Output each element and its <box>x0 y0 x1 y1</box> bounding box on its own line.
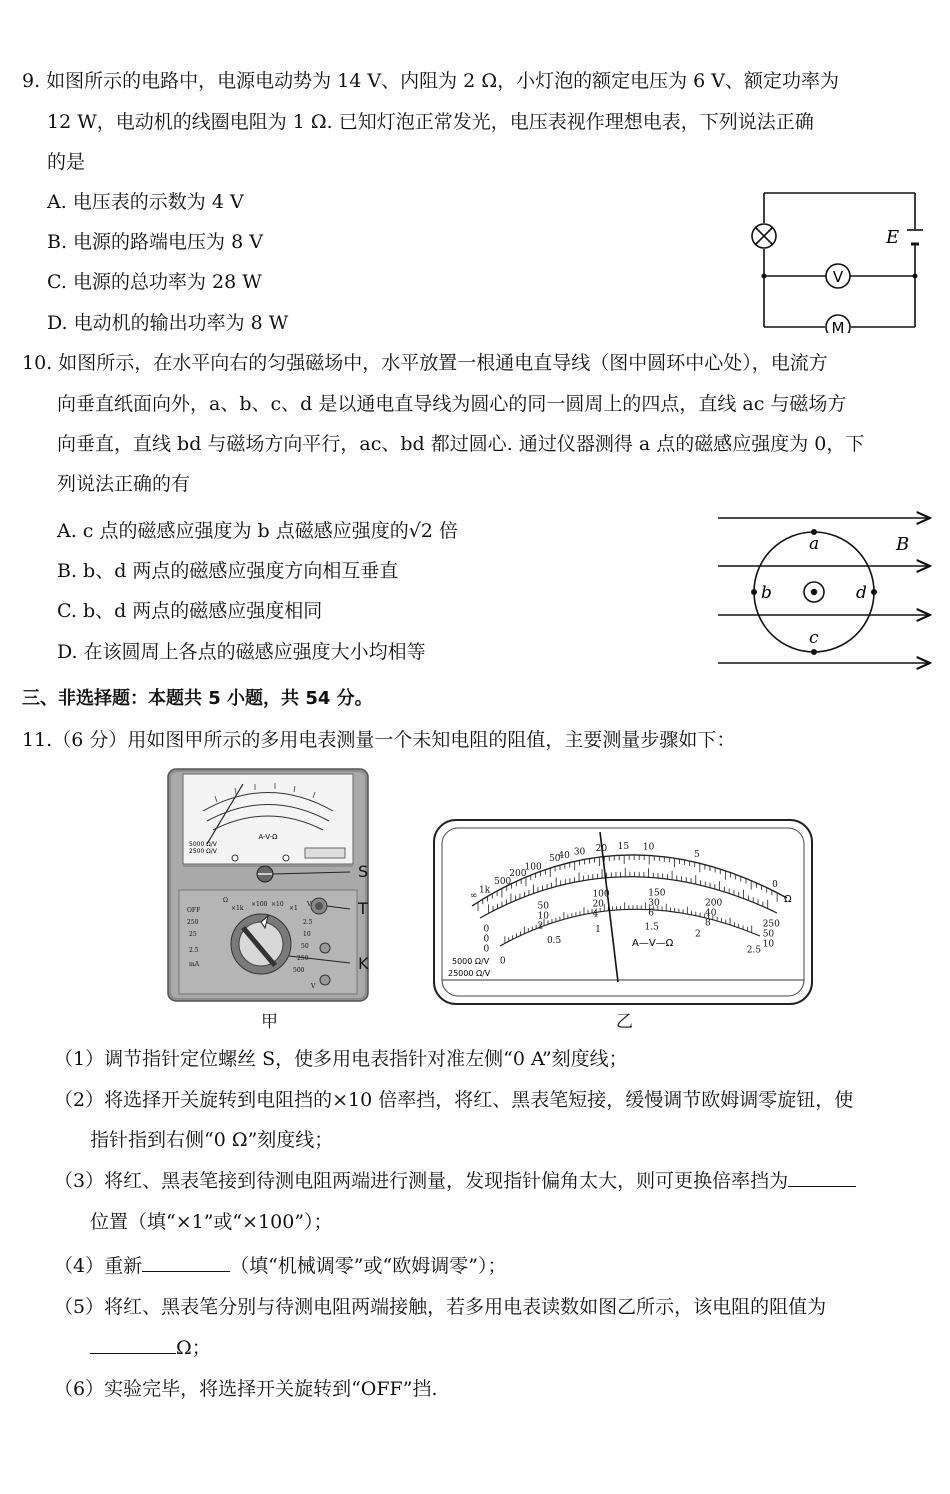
source-label: E <box>886 227 900 248</box>
dc10-tick-label: 8 <box>705 918 711 929</box>
dc50-tick-label: 10 <box>537 911 549 922</box>
dc10-tick-label: 10 <box>762 939 775 950</box>
q10-option-c: C. b、d 两点的磁感应强度相同 <box>57 600 323 622</box>
dc250-tick-label: 100 <box>592 889 610 900</box>
step-6: （6）实验完毕，将选择开关旋转到“OFF”挡. <box>54 1378 438 1400</box>
step-4 <box>54 1253 506 1279</box>
dc50-tick-label: 0 <box>483 934 490 945</box>
ohm-tick-label: 100 <box>524 862 542 873</box>
caption-jia: 甲 <box>261 1012 278 1032</box>
dial-mark: ×100 <box>251 901 268 908</box>
voltmeter-label: V <box>832 268 844 286</box>
ohm-tick-label: 40 <box>558 851 570 862</box>
ohm-tick-label: 20 <box>595 843 608 854</box>
q10-stem-line-1: 10. 如图所示，在水平向右的匀强磁场中，水平放置一根通电直导线（图中圆环中心处），电流方 <box>22 352 828 374</box>
dial-mark: 2.5 <box>189 947 199 954</box>
dial-mark: V <box>307 901 312 908</box>
center-text: A—V—Ω <box>632 938 674 949</box>
label-s: S <box>358 862 369 881</box>
dial-mark: V <box>311 983 316 990</box>
q10-option-a: A. c 点的磁感应强度为 b 点磁感应强度的√2 倍 <box>57 520 458 542</box>
q9-stem-line-3: 的是 <box>47 151 86 173</box>
probe-jack[interactable] <box>320 943 330 953</box>
ohm-tick-label: 5 <box>693 850 700 861</box>
label-k: K <box>358 954 369 973</box>
q10-option-b: B. b、d 两点的磁感应强度方向相互垂直 <box>57 560 399 582</box>
step-3-text: （3）将红、黑表笔接到待测电阻两端进行测量，发现指针偏角太大，则可更换倍率挡为 <box>54 1170 789 1192</box>
dc50-tick-label: 40 <box>705 908 717 919</box>
junction-dot <box>913 274 918 279</box>
step-2-line-2: 指针指到右侧“0 Ω”刻度线； <box>90 1129 334 1151</box>
q10-magnetic-field-figure <box>716 508 936 670</box>
dial-mark: 500 <box>293 967 305 974</box>
q9-option-c: C. 电源的总功率为 28 W <box>47 271 262 293</box>
dc10-tick-label: 2 <box>537 921 544 932</box>
dc250-tick-label: 0 <box>483 924 490 935</box>
multimeter-figure-jia <box>165 766 380 1006</box>
battery-icon <box>907 230 923 244</box>
ohm-tick-label: 50 <box>549 853 561 864</box>
q9-circuit-figure <box>740 185 930 333</box>
q9-option-b: B. 电源的路端电压为 8 V <box>47 231 263 253</box>
point-c <box>811 649 817 655</box>
q9-stem-line-1: 9. 如图所示的电路中，电源电动势为 14 V、内阻为 2 Ω，小灯泡的额定电压为 6 V、额定功率为 <box>22 70 839 92</box>
point-d <box>871 589 877 595</box>
dial-mark: mA <box>189 961 200 968</box>
junction-dot <box>762 274 767 279</box>
ohm-symbol: Ω <box>784 894 792 905</box>
dc250-tick-label: 150 <box>648 888 666 899</box>
label-t: T <box>358 899 368 918</box>
q9-stem-line-2: 12 W，电动机的线圈电阻为 1 Ω. 已知灯泡正常发光，电压表视作理想电表，下列说法正确 <box>47 111 814 133</box>
answer-blank-4[interactable] <box>142 1253 230 1272</box>
step-4-text-a: （4）重新 <box>54 1255 143 1277</box>
ohm-tick-label: 15 <box>617 842 630 853</box>
section-3-heading: 三、非选择题：本题共 5 小题，共 54 分。 <box>22 688 373 709</box>
ohm-tick-label: 1k <box>479 885 491 896</box>
probe-jack[interactable] <box>320 975 330 985</box>
label-field-b: B <box>896 534 910 555</box>
dial-mark: 50 <box>301 943 309 950</box>
label-c: c <box>809 628 819 648</box>
sens-text-2: 2500 Ω/V <box>189 848 217 855</box>
dial-mark: 2.5 <box>303 919 313 926</box>
dc10-tick-label: 6 <box>648 908 655 919</box>
label-b: b <box>761 583 772 603</box>
step-5-line-1: （5）将红、黑表笔分别与待测电阻两端接触，若多用电表读数如图乙所示，该电阻的阻值为 <box>54 1296 827 1318</box>
sens-text-2: 25000 Ω/V <box>448 969 491 978</box>
dial-mark: 250 <box>187 919 199 926</box>
dc10-tick-label: 0 <box>483 944 490 955</box>
dial-mark: ×10 <box>271 901 284 908</box>
ac-tick-label: 2 <box>695 929 701 940</box>
dial-mark: OFF <box>187 907 201 914</box>
q10-stem-line-3: 向垂直，直线 bd 与磁场方向平行，ac、bd 都过圆心. 通过仪器测得 a 点的磁感应强度为 0，下 <box>57 433 865 455</box>
dc250-tick-label: 50 <box>537 901 549 912</box>
dc50-tick-label: 20 <box>592 899 604 910</box>
caption-yi: 乙 <box>616 1012 633 1032</box>
ohm-tick-label: 10 <box>642 842 655 853</box>
dc250-tick-label: 200 <box>705 898 723 909</box>
ohm-tick-label: 0 <box>772 879 778 890</box>
q9-option-d: D. 电动机的输出功率为 8 W <box>47 312 289 334</box>
ac-tick-label: 0 <box>499 956 506 967</box>
dc250-tick-label: 250 <box>762 919 780 930</box>
motor-label: M <box>831 319 845 333</box>
q10-stem-line-4: 列说法正确的有 <box>57 473 191 495</box>
ac-tick-label: 1.5 <box>644 922 659 933</box>
sens-text-1: 5000 Ω/V <box>189 841 217 848</box>
plate-text: A-V-Ω <box>258 833 278 841</box>
q10-option-d: D. 在该圆周上各点的磁感应强度大小均相等 <box>57 641 426 663</box>
ohm-tick-label: ∞ <box>470 891 478 902</box>
q10-stem-line-2: 向垂直纸面向外，a、b、c、d 是以通电直导线为圆心的同一圆周上的四点，直线 ac 与磁场方 <box>57 393 847 415</box>
step-3-line-2: 位置（填“×1”或“×100”）； <box>90 1211 333 1233</box>
dc50-tick-label: 50 <box>762 929 775 940</box>
dial-mark: 250 <box>297 955 309 962</box>
current-out-icon <box>804 582 824 602</box>
ac-tick-label: 1 <box>595 924 601 935</box>
point-b <box>751 589 757 595</box>
dial-figure-yi <box>432 818 814 1006</box>
q11-stem: 11.（6 分）用如图甲所示的多用电表测量一个未知电阻的阻值，主要测量步骤如下： <box>22 729 736 751</box>
step-2-line-1: （2）将选择开关旋转到电阻挡的×10 倍率挡，将红、黑表笔短接，缓慢调节欧姆调零旋钮，使 <box>54 1089 854 1111</box>
dc10-tick-label: 4 <box>592 909 599 920</box>
sens-text-1: 5000 Ω/V <box>452 957 490 966</box>
ohm-tick-label: 200 <box>509 869 527 880</box>
dial-mark: ×1 <box>289 905 298 912</box>
q9-option-a: A. 电压表的示数为 4 V <box>47 191 244 213</box>
ohm-tick-label: 500 <box>494 876 512 887</box>
answer-blank-3[interactable] <box>788 1168 856 1187</box>
dial-mark: 25 <box>189 931 197 938</box>
step-4-text-b: （填“机械调零”或“欧姆调零”）； <box>230 1255 507 1277</box>
step-1: （1）调节指针定位螺丝 S，使多用电表指针对准左侧“0 A”刻度线； <box>54 1048 628 1070</box>
label-d: d <box>856 583 867 603</box>
ac-tick-label: 2.5 <box>746 945 762 956</box>
step-3-line-1 <box>54 1168 856 1194</box>
step-5-line-2 <box>90 1335 211 1361</box>
dial-mark: ×1k <box>231 905 244 912</box>
ac-tick-label: 0.5 <box>546 935 562 946</box>
dial-mark: 10 <box>303 931 311 938</box>
ohm-tick-label: 30 <box>573 847 586 858</box>
step-5-text-b: Ω； <box>176 1337 211 1359</box>
answer-blank-5[interactable] <box>90 1335 176 1354</box>
lamp-icon <box>752 224 776 248</box>
dial-mark: Ω <box>223 897 228 904</box>
dc50-tick-label: 30 <box>648 898 660 909</box>
label-a: a <box>809 534 820 554</box>
